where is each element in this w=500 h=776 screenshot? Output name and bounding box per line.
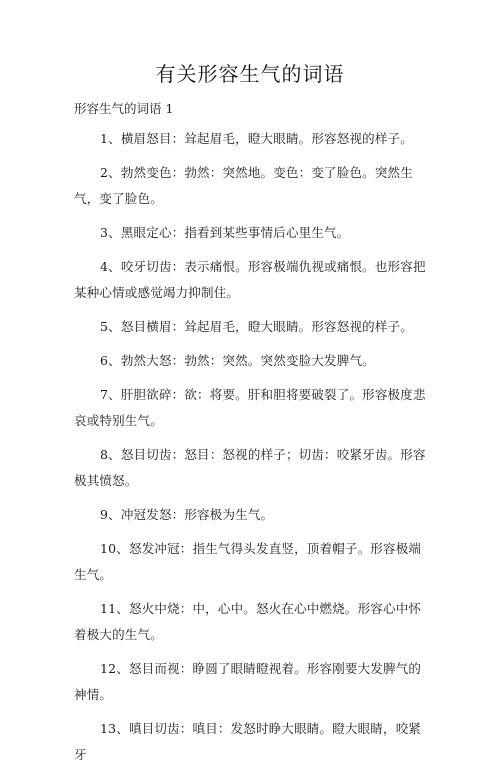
entry-item: 13、嗔目切齿：嗔目：发怒时睁大眼睛。瞪大眼睛，咬紧牙 bbox=[74, 721, 422, 762]
entry-item: 7、肝胆欲碎：欲：将要。肝和胆将要破裂了。形容极度悲哀或特别生气。 bbox=[74, 387, 426, 428]
entry-item: 5、怒目横眉：耸起眉毛，瞪大眼睛。形容怒视的样子。 bbox=[100, 319, 413, 334]
entry-item: 3、黑眼定心：指看到某些事情后心里生气。 bbox=[100, 225, 350, 240]
entry-item: 1、横眉怒目：耸起眉毛，瞪大眼睛。形容怒视的样子。 bbox=[100, 131, 413, 146]
entry-item: 4、咬牙切齿：表示痛恨。形容极端仇视或痛恨。也形容把某种心情或感觉竭力抑制住。 bbox=[74, 259, 426, 300]
document-title: 有关形容生气的词语 bbox=[155, 62, 345, 86]
entry-list bbox=[74, 126, 426, 776]
entry-item: 11、怒火中烧：中，心中。怒火在心中燃烧。形容心中怀着极大的生气。 bbox=[74, 601, 422, 642]
entry-item: 12、怒目而视：睁圆了眼睛瞪视着。形容刚要大发脾气的神情。 bbox=[74, 661, 422, 702]
entry-item: 10、怒发冲冠：指生气得头发直竖，顶着帽子。形容极端生气。 bbox=[74, 541, 422, 582]
entry-item: 8、怒目切齿：怒目：怒视的样子；切齿：咬紧牙齿。形容极其愤怒。 bbox=[74, 447, 426, 488]
entry-item: 9、冲冠发怒：形容极为生气。 bbox=[100, 507, 274, 522]
entry-item: 2、勃然变色：勃然：突然地。变色：变了脸色。突然生气，变了脸色。 bbox=[74, 165, 413, 206]
section-heading: 形容生气的词语 1 bbox=[74, 101, 174, 116]
entry-item: 6、勃然大怒：勃然：突然。突然变脸大发脾气。 bbox=[100, 353, 375, 368]
